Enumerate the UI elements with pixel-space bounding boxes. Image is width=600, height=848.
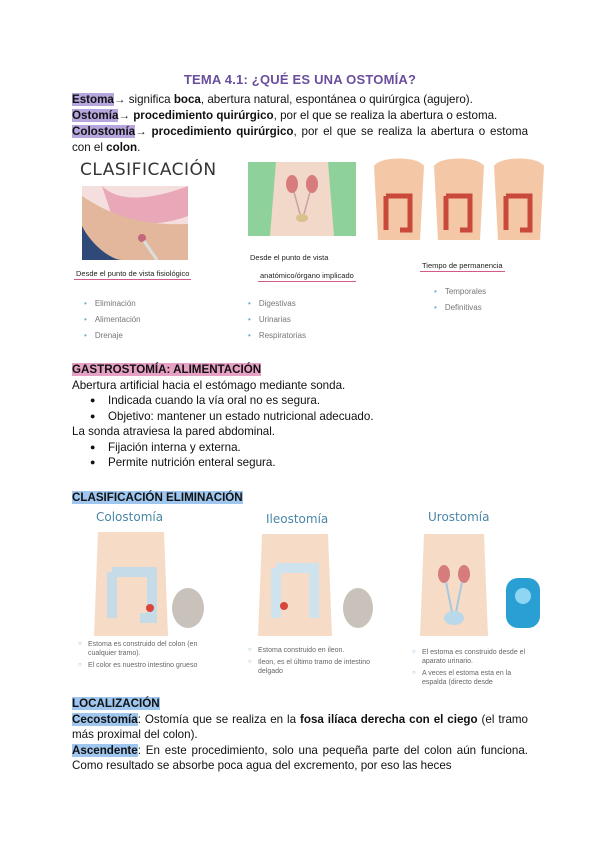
list-item: • Definitivas <box>434 300 486 316</box>
ileostomia-notes <box>248 646 378 679</box>
definition-estoma: Estoma→ significa boca, abertura natural, espontánea o quirúrgica (agujero). <box>72 93 473 106</box>
caption-permanencia: Tiempo de permanencia <box>422 261 503 270</box>
caption-anatomico-2: anatómico/órgano implicado <box>260 271 354 280</box>
gastro-section <box>72 362 528 471</box>
localizacion-section <box>72 696 528 774</box>
list-item: ● Fijación interna y externa. <box>72 440 528 456</box>
list-item: • Eliminación <box>84 296 141 312</box>
urostomy-illustration <box>420 534 550 636</box>
list-item: • Urinarias <box>248 312 306 328</box>
caption-fisiologico: Desde el punto de vista fisiológico <box>76 269 190 278</box>
note-item: ○ El color es nuestro intestino grueso <box>78 661 208 670</box>
term-estoma: Estoma <box>72 93 114 106</box>
urostomia-notes <box>412 648 536 690</box>
clasificacion-heading: CLASIFICACIÓN <box>80 160 217 180</box>
list-item: ● Objetivo: mantener un estado nutricional adecuado. <box>72 409 528 425</box>
list-item: • Drenaje <box>84 328 141 344</box>
list-item: • Alimentación <box>84 312 141 328</box>
list-fisiologico <box>84 296 141 344</box>
term-colostomia: Colostomía <box>72 125 136 138</box>
term-ascendente: Ascendente <box>72 743 138 757</box>
list-item: • Respiratorias <box>248 328 306 344</box>
note-item: ○ El estoma es construido desde el aparato urinario. <box>412 648 536 666</box>
gastro-line1: Abertura artificial hacia el estómago mediante sonda. <box>72 378 346 392</box>
urinary-anatomy-image <box>248 162 356 236</box>
colostomia-notes <box>78 640 208 673</box>
caption-anatomico-1: Desde el punto de vista <box>250 253 329 262</box>
label-ileostomia: Ileostomía <box>266 512 329 526</box>
cecostomia-paragraph: Cecostomía: Ostomía que se realiza en la fosa ilíaca derecha con el ciego (el tramo más proximal del colon). <box>72 712 528 741</box>
eliminacion-heading-row <box>72 490 528 506</box>
list-item: ● Indicada cuando la vía oral no es segura. <box>72 393 528 409</box>
list-item: ● Permite nutrición enteral segura. <box>72 455 528 471</box>
note-item: ○ A veces el estoma esta en la espalda (directo desde <box>412 669 536 687</box>
definition-colostomia: Colostomía→ procedimiento quirúrgico, por el que se realiza la abertura o estoma con el colon. <box>72 125 529 154</box>
term-cecostomia: Cecostomía <box>72 712 138 726</box>
note-item: ○ Ileon, es el último tramo de intestino delgado <box>248 658 378 676</box>
localizacion-heading: LOCALIZACIÓN <box>72 697 160 710</box>
torsos-image <box>370 156 546 240</box>
label-urostomia: Urostomía <box>428 510 490 524</box>
stoma-photo <box>82 186 188 260</box>
ascendente-paragraph: Ascendente: En este procedimiento, solo una pequeña parte del colon aún funciona. Como resultado se absorbe poca agua del excremento, por eso las heces <box>72 743 528 772</box>
gastro-line2: La sonda atraviesa la pared abdominal. <box>72 425 276 438</box>
gastro-heading: GASTROSTOMÍA: ALIMENTACIÓN <box>72 363 262 376</box>
list-item: • Digestivas <box>248 296 306 312</box>
colostomy-illustration <box>92 532 204 636</box>
term-ostomia: Ostomía <box>72 109 119 122</box>
label-colostomia: Colostomía <box>96 510 164 524</box>
note-item: ○ Estoma es construido del colon (en cualquier tramo). <box>78 640 208 658</box>
list-item: • Temporales <box>434 284 486 300</box>
gastro-bullets-1 <box>72 393 528 424</box>
eliminacion-heading: CLASIFICACIÓN ELIMINACIÓN <box>72 491 243 504</box>
list-anatomico <box>248 296 306 344</box>
gastro-bullets-2 <box>72 440 528 471</box>
ileostomy-illustration <box>258 534 374 636</box>
definition-ostomia: Ostomía→ procedimiento quirúrgico, por el que se realiza la abertura o estoma. <box>72 109 498 122</box>
list-permanencia <box>434 284 486 316</box>
note-item: ○ Estoma construido en ileon. <box>248 646 378 655</box>
page-title: TEMA 4.1: ¿QUÉ ES UNA OSTOMÍA? <box>183 72 417 87</box>
